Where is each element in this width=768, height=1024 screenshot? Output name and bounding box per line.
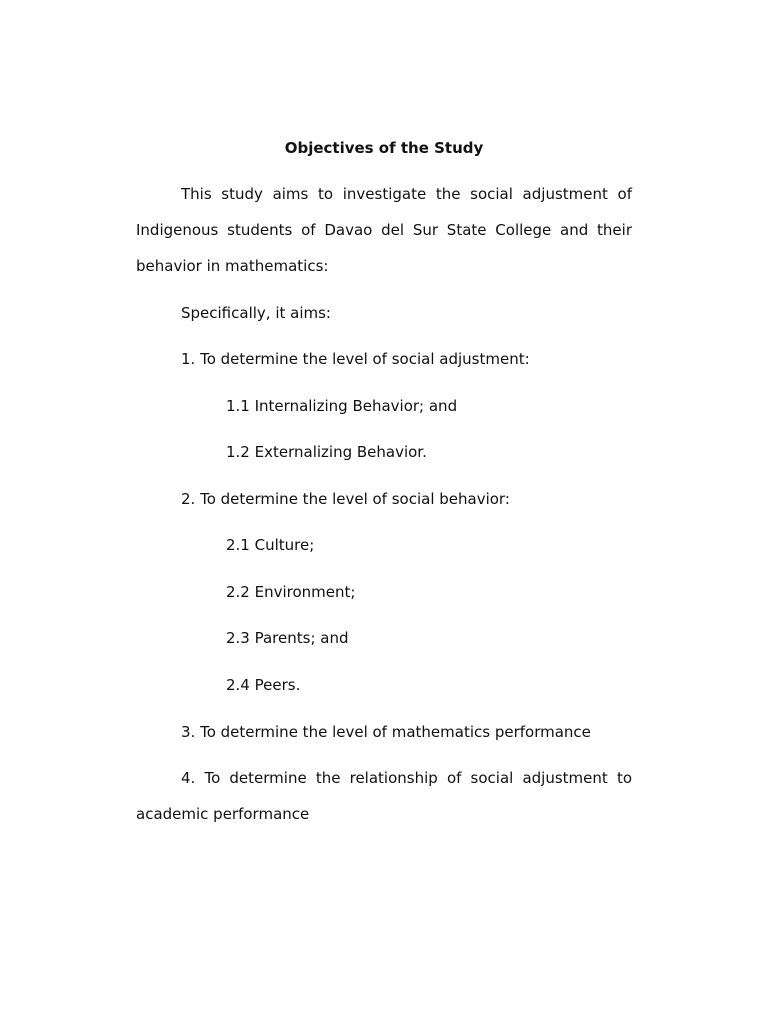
objective-2-3: 2.3 Parents; and: [226, 629, 349, 647]
objective-2-4: 2.4 Peers.: [226, 676, 301, 694]
page-title: Objectives of the Study: [284, 139, 484, 157]
objective-2-1: 2.1 Culture;: [226, 536, 315, 554]
objective-1-2: 1.2 Externalizing Behavior.: [226, 443, 427, 461]
lead-in-text: Specifically, it aims:: [181, 304, 331, 322]
objective-3: 3. To determine the level of mathematics performance: [181, 723, 591, 741]
intro-paragraph: This study aims to investigate the social adjustment of Indigenous students of Davao del Sur State College and their behavior in mathematics:: [136, 185, 632, 275]
objective-2: 2. To determine the level of social behavior:: [181, 490, 510, 508]
objective-1: 1. To determine the level of social adjustment:: [181, 350, 530, 368]
objective-2-2: 2.2 Environment;: [226, 583, 356, 601]
objective-4: 4. To determine the relationship of social adjustment to academic performance: [136, 769, 632, 823]
objective-1-1: 1.1 Internalizing Behavior; and: [226, 397, 458, 415]
